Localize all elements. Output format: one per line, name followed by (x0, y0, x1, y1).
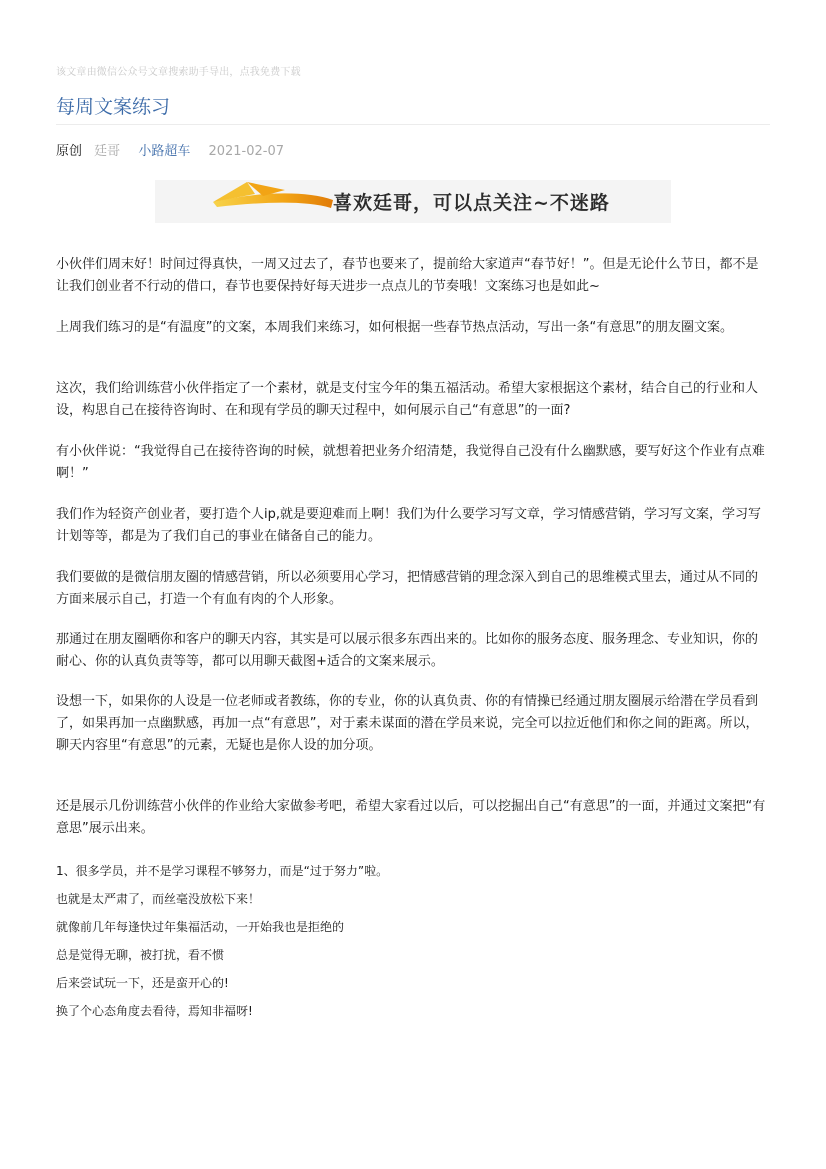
paragraph: 我们要做的是微信朋友圈的情感营销，所以必须要用心学习，把情感营销的理念深入到自己的思维模式里去，通过从不同的方面来展示自己，打造一个有血有肉的个人形象。 (56, 570, 759, 607)
example-line: 总是觉得无聊，被打扰，看不惯 (56, 948, 225, 962)
paragraph: 小伙伴们周末好！时间过得真快，一周又过去了，春节也要来了，提前给大家道声“春节好！”。但是无论什么节日，都不是让我们创业者不行动的借口，春节也要保持好每天进步一点点儿的节奏哦！文案练习也是如此~ (56, 257, 759, 294)
paragraph: 设想一下，如果你的人设是一位老师或者教练，你的专业，你的认真负责、你的有情操已经通过朋友圈展示给潜在学员看到了，如果再加一点幽默感，再加一点“有意思”，对于素未谋面的潜在学员来说，完全可以拉近他们和你之间的距离。所以，聊天内容里“有意思”的元素，无疑也是你人设的加分项。 (56, 694, 759, 753)
example-line: 也就是太严肃了，而丝毫没放松下来！ (56, 892, 261, 906)
paragraph: 有小伙伴说：“我觉得自己在接待咨询的时候，就想着把业务介绍清楚，我觉得自己没有什么幽默感，要写好这个作业有点难啊！” (56, 444, 765, 481)
export-note-link[interactable]: 该文章由微信公众号文章搜索助手导出，点我免费下载 (56, 67, 301, 78)
article-meta (56, 140, 292, 159)
account-name-link[interactable]: 小路超车 (138, 144, 191, 159)
banner-text: 喜欢廷哥，可以点关注~不迷路 (333, 192, 610, 214)
paragraph: 那通过在朋友圈晒你和客户的聊天内容，其实是可以展示很多东西出来的。比如你的服务态度、服务理念、专业知识，你的耐心、你的认真负责等等，都可以用聊天截图+适合的文案来展示。 (56, 632, 759, 669)
paragraph: 上周我们练习的是“有温度”的文案，本周我们来练习，如何根据一些春节热点活动，写出一条“有意思”的朋友圈文案。 (56, 320, 733, 335)
follow-banner-image (155, 180, 671, 223)
publish-date: 2021-02-07 (208, 144, 285, 159)
paragraph: 还是展示几份训练营小伙伴的作业给大家做参考吧，希望大家看过以后，可以挖掘出自己“有意思”的一面，并通过文案把“有意思”展示出来。 (56, 799, 766, 836)
author-name: 廷哥 (94, 144, 121, 159)
title-divider (56, 124, 770, 125)
article-title: 每周文案练习 (56, 96, 171, 118)
original-tag: 原创 (56, 144, 83, 159)
example-line: 换了个心态角度去看待，焉知非福呀! (56, 1004, 253, 1018)
example-line: 1、很多学员，并不是学习课程不够努力，而是“过于努力”啦。 (56, 864, 389, 878)
example-line: 后来尝试玩一下，还是蛮开心的! (56, 976, 229, 990)
example-line: 就像前几年每逢快过年集福活动，一开始我也是拒绝的 (56, 920, 345, 934)
paragraph: 这次，我们给训练营小伙伴指定了一个素材，就是支付宝今年的集五福活动。希望大家根据这个素材，结合自己的行业和人设，构思自己在接待咨询时、在和现有学员的聊天过程中，如何展示自己“有意思”的一面? (56, 381, 759, 418)
paragraph: 我们作为轻资产创业者，要打造个人ip,就是要迎难而上啊！我们为什么要学习写文章，学习情感营销，学习写文案，学习写计划等等，都是为了我们自己的事业在储备自己的能力。 (56, 507, 761, 544)
